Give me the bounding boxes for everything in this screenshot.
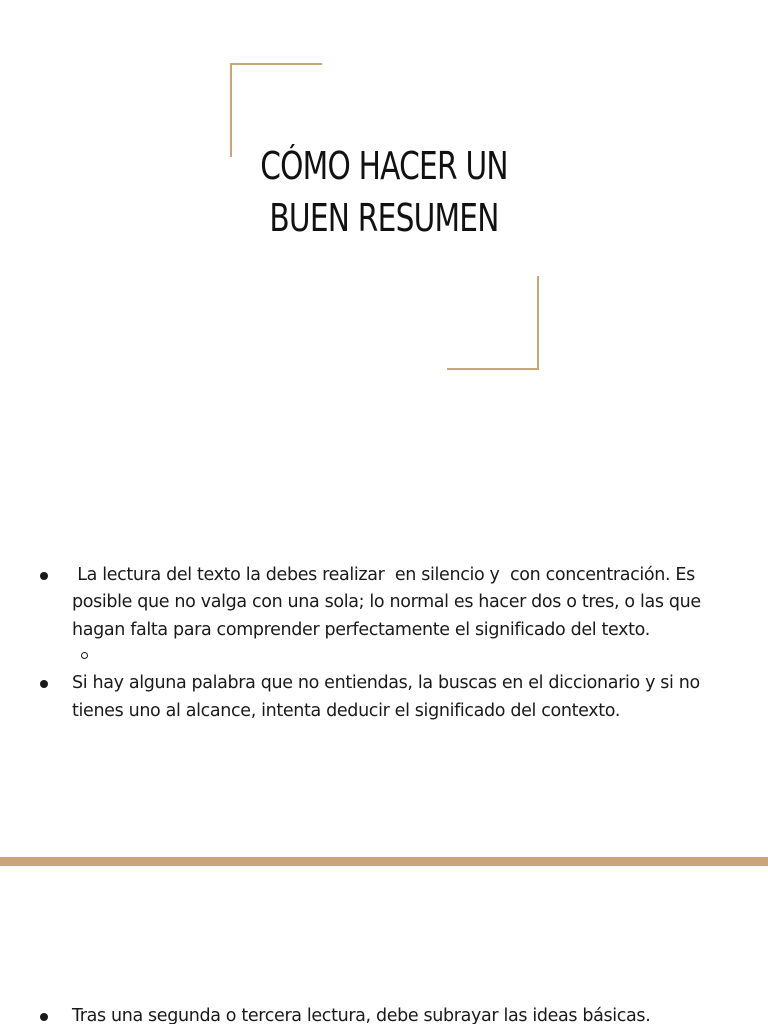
title-frame-top-left-horizontal	[230, 63, 322, 65]
hollow-circle-bullet-icon	[81, 652, 88, 659]
document-page-2	[0, 866, 768, 1024]
document-title-line-2: BUEN RESUMEN	[269, 196, 499, 240]
page-divider	[0, 857, 768, 866]
document-title-line-1: CÓMO HACER UN	[260, 144, 508, 188]
list-item-text: Si hay alguna palabra que no entiendas, la buscas en el diccionario y si no tienes uno al alcance, intenta deducir el significado del contexto.	[72, 673, 700, 721]
list-item	[36, 1003, 736, 1024]
bullet-dot-icon	[40, 572, 48, 580]
list-item-text: Tras una segunda o tercera lectura, debe subrayar las ideas básicas.	[72, 1006, 651, 1024]
bullet-dot-icon	[40, 1013, 48, 1021]
title-frame-bottom-right-horizontal	[447, 368, 539, 370]
list-item-text: La lectura del texto la debes realizar en silencio y con concentración. Es posible que no valga con una sola; lo normal es hacer dos o tres, o las que hagan falta para comprender perfectamente el significado del texto.	[72, 565, 706, 640]
list-item	[36, 670, 736, 725]
title-frame-bottom-right-vertical	[537, 276, 539, 370]
document-title	[228, 140, 540, 244]
bullet-list-page-2	[36, 1003, 736, 1024]
bullet-dot-icon	[40, 680, 48, 688]
list-item	[36, 562, 736, 644]
empty-sub-list-item	[36, 644, 736, 670]
bullet-list-page-1	[36, 562, 736, 725]
